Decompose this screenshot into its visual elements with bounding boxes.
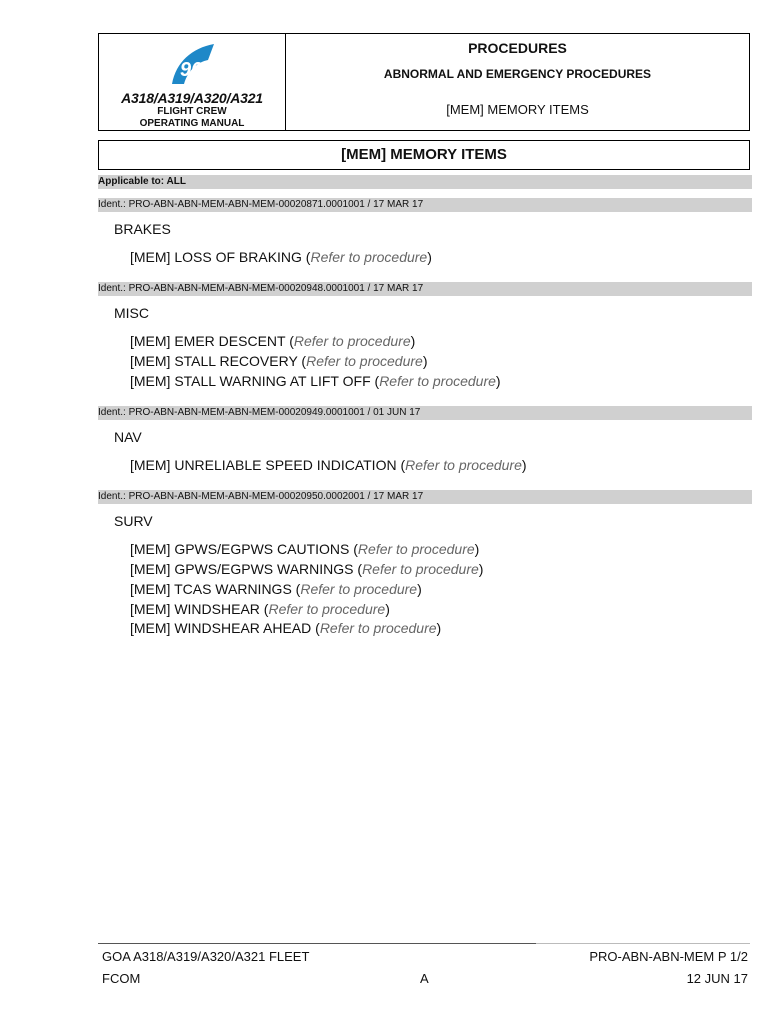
item-text: [MEM] UNRELIABLE SPEED INDICATION: [130, 457, 397, 473]
item-text: [MEM] GPWS/EGPWS WARNINGS: [130, 561, 354, 577]
memory-item: [MEM] LOSS OF BRAKING (Refer to procedure): [130, 249, 432, 265]
item-text: [MEM] EMER DESCENT: [130, 333, 286, 349]
item-text: [MEM] WINDSHEAR: [130, 601, 260, 617]
refer-link[interactable]: Refer to procedure: [300, 581, 418, 597]
refer-link[interactable]: Refer to procedure: [405, 457, 522, 473]
section-heading: MISC: [114, 305, 149, 321]
footer-fleet: GOA A318/A319/A320/A321 FLEET: [102, 949, 310, 964]
memory-item: [MEM] TCAS WARNINGS (Refer to procedure): [130, 581, 422, 597]
item-text: [MEM] STALL WARNING AT LIFT OFF: [130, 373, 371, 389]
refer-link[interactable]: Refer to procedure: [268, 601, 386, 617]
refer-link[interactable]: Refer to procedure: [357, 541, 475, 557]
refer-link[interactable]: Refer to procedure: [310, 249, 428, 265]
section-heading: BRAKES: [114, 221, 171, 237]
refer-link[interactable]: Refer to procedure: [306, 353, 423, 369]
header-titles: [286, 34, 749, 130]
item-text: [MEM] STALL RECOVERY: [130, 353, 298, 369]
memory-item: [MEM] STALL RECOVERY (Refer to procedure): [130, 353, 428, 369]
memory-item: [MEM] GPWS/EGPWS WARNINGS (Refer to procedure): [130, 561, 484, 577]
ident-band: Ident.: PRO-ABN-ABN-MEM-ABN-MEM-00020950.0002001 / 17 MAR 17: [98, 490, 752, 504]
section-heading: NAV: [114, 429, 142, 445]
footer-doc: FCOM: [102, 971, 141, 986]
ident-band: Ident.: PRO-ABN-ABN-MEM-ABN-MEM-00020948.0001001 / 17 MAR 17: [98, 282, 752, 296]
memory-item: [MEM] GPWS/EGPWS CAUTIONS (Refer to procedure): [130, 541, 480, 557]
memory-item: [MEM] WINDSHEAR (Refer to procedure): [130, 601, 390, 617]
footer-divider-right: [536, 943, 750, 944]
footer-date: 12 JUN 17: [686, 971, 748, 986]
operating-manual-label: OPERATING MANUAL: [139, 118, 245, 129]
memory-item: [MEM] UNRELIABLE SPEED INDICATION (Refer to procedure): [130, 457, 527, 473]
footer-divider: [98, 943, 536, 944]
memory-item: [MEM] WINDSHEAR AHEAD (Refer to procedure): [130, 620, 442, 636]
footer-page-ref: PRO-ABN-ABN-MEM P 1/2: [589, 949, 748, 964]
header-identity: [99, 34, 286, 130]
airline-logo-icon: [162, 40, 218, 88]
refer-link[interactable]: Refer to procedure: [379, 373, 496, 389]
aircraft-models: A318/A319/A320/A321: [121, 90, 263, 106]
svg-text:90: 90: [180, 59, 203, 81]
ident-band: Ident.: PRO-ABN-ABN-MEM-ABN-MEM-00020871.0001001 / 17 MAR 17: [98, 198, 752, 212]
applicability-band: Applicable to: ALL: [98, 175, 752, 189]
page-header: [98, 33, 750, 131]
refer-link[interactable]: Refer to procedure: [362, 561, 479, 577]
item-text: [MEM] GPWS/EGPWS CAUTIONS: [130, 541, 350, 557]
page-title: [MEM] MEMORY ITEMS: [98, 140, 750, 170]
item-text: [MEM] LOSS OF BRAKING: [130, 249, 302, 265]
section-title: [MEM] MEMORY ITEMS: [446, 102, 589, 117]
section-heading: SURV: [114, 513, 153, 529]
subchapter-title: ABNORMAL AND EMERGENCY PROCEDURES: [383, 67, 652, 81]
footer-revision: A: [420, 971, 429, 986]
refer-link[interactable]: Refer to procedure: [319, 620, 437, 636]
memory-item: [MEM] STALL WARNING AT LIFT OFF (Refer to procedure): [130, 373, 501, 389]
flight-crew-label: FLIGHT CREW: [157, 106, 227, 117]
memory-item: [MEM] EMER DESCENT (Refer to procedure): [130, 333, 416, 349]
ident-band: Ident.: PRO-ABN-ABN-MEM-ABN-MEM-00020949.0001001 / 01 JUN 17: [98, 406, 752, 420]
item-text: [MEM] TCAS WARNINGS: [130, 581, 292, 597]
refer-link[interactable]: Refer to procedure: [293, 333, 411, 349]
chapter-title: PROCEDURES: [468, 40, 567, 56]
item-text: [MEM] WINDSHEAR AHEAD: [130, 620, 312, 636]
